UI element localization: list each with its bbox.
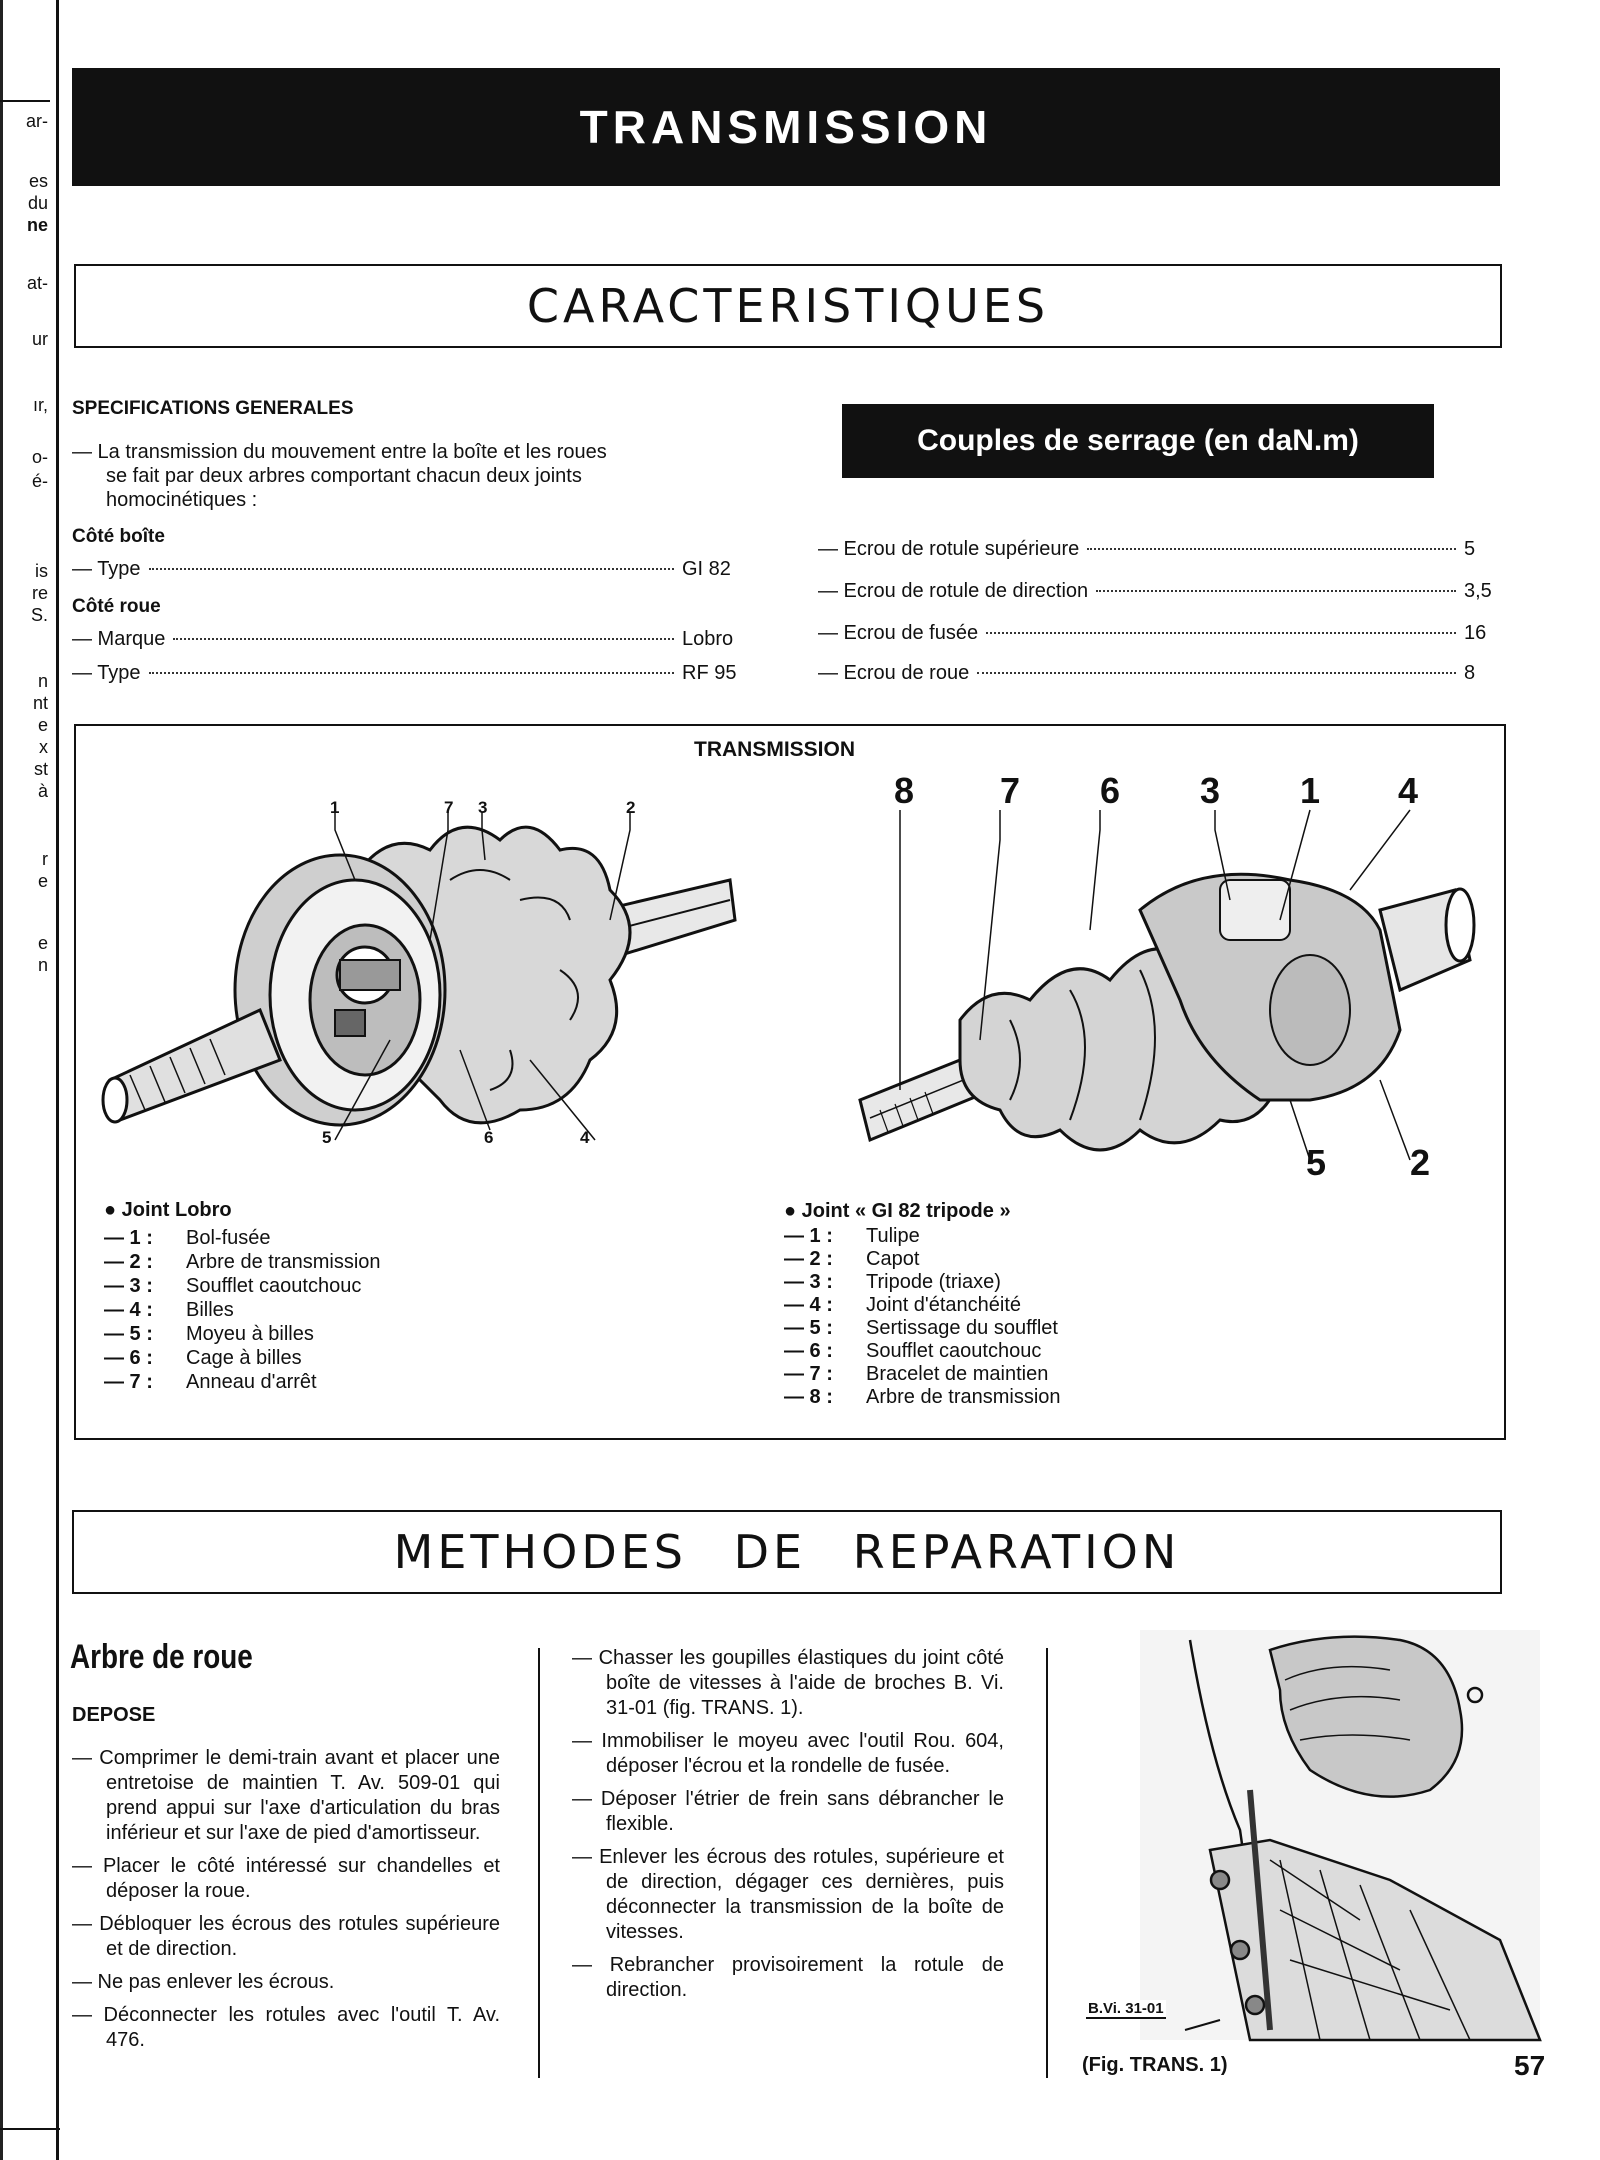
figure-title: TRANSMISSION [694,738,856,761]
couple-label: — Ecrou de rotule supérieure [818,538,1080,560]
lobro-legend [104,1198,381,1394]
margin-fragment: S. [30,605,48,625]
spec-row [72,662,752,685]
margin-fragment: st [33,759,48,779]
couple-value: 16 [1464,622,1487,644]
right-callout-6: 6 [1100,770,1121,811]
instruction: — Débloquer les écrous des rotules supérieure et de direction. [72,1913,500,1960]
legend-label: Joint d'étanchéité [866,1294,1022,1316]
margin-fragment: é- [31,471,48,491]
cote-roue-heading: Côté roue [72,596,161,617]
depose-column-2 [572,1646,1004,2011]
legend-num: — 2 : [104,1251,153,1273]
legend-num: — 6 : [104,1347,153,1369]
margin-fragment: e [37,871,48,891]
legend-label: Cage à billes [186,1347,302,1369]
left-callout-3: 3 [478,798,488,817]
instruction: — Enlever les écrous des rotules, supérieure et de direction, dégager ces dernières, puis déconnecter la transmission de la boîte de vitesses. [572,1846,1004,1943]
tool-label: B.Vi. 31-01 [1088,2000,1164,2017]
legend-label: Billes [186,1299,234,1321]
right-callout-5: 5 [1306,1142,1327,1183]
leader-dots [977,672,1456,674]
methodes-box [72,1510,1502,1594]
spec-value: RF 95 [682,662,737,684]
right-callout-3: 3 [1200,770,1221,811]
legend-label: Soufflet caoutchouc [866,1340,1042,1362]
couple-value: 8 [1464,662,1476,684]
right-callout-4: 4 [1398,770,1419,811]
couple-row [818,662,1504,685]
column-divider [1046,1648,1048,2078]
left-callout-4: 4 [580,1128,590,1147]
margin-fragment: ur [31,329,48,349]
left-callout-6: 6 [484,1128,494,1147]
margin-fragment: e [37,933,48,953]
margin-fragment: du [27,193,48,213]
couple-label: — Ecrou de roue [818,662,970,684]
margin-fragment: x [39,737,48,757]
gi82-legend [784,1200,1061,1409]
spec-label: — Marque [72,628,166,650]
couple-label: — Ecrou de fusée [818,622,979,644]
couple-row [818,580,1504,603]
legend-label: Bol-fusée [186,1227,271,1249]
left-callout-7: 7 [444,798,454,817]
instruction: — Rebrancher provisoirement la rotule de direction. [572,1954,1004,2001]
arbre-title: Arbre de roue [70,1638,253,1676]
couple-label: — Ecrou de rotule de direction [818,580,1089,602]
legend-num: — 1 : [104,1227,153,1249]
instruction: — Placer le côté intéressé sur chandelles et déposer la roue. [72,1855,500,1902]
specs-intro-line: se fait par deux arbres comportant chacun deux joints [106,465,582,487]
depose-column-1 [72,1746,500,2061]
legend-num: — 7 : [784,1363,833,1385]
legend-label: Anneau d'arrêt [186,1371,317,1393]
legend-num: — 6 : [784,1340,833,1362]
legend-num: — 3 : [104,1275,153,1297]
instruction: — Immobiliser le moyeu avec l'outil Rou. 604, déposer l'écrou et la rondelle de fusée. [572,1730,1004,1777]
left-callout-2: 2 [626,798,636,817]
legend-num: — 2 : [784,1248,833,1270]
page-number: 57 [1514,2050,1546,2081]
legend-label: Moyeu à billes [186,1323,314,1345]
legend-num: — 1 : [784,1225,833,1247]
instruction: — Chasser les goupilles élastiques du joint côté boîte de vitesses à l'aide de broches B. Vi. 31-01 (fig. TRANS. 1). [572,1647,1004,1719]
legend-num: — 8 : [784,1386,833,1408]
specs-intro-line: homocinétiques : [106,489,258,511]
margin-fragment: ar- [26,111,48,131]
right-callout-1: 1 [1300,770,1321,811]
spec-label: — Type [72,558,141,580]
margin-fragment: at- [26,273,48,293]
margin-fragment: r [42,849,48,869]
margin-fragment: o- [31,447,48,467]
margin-fragment: e [37,715,48,735]
spec-row [72,628,752,651]
banner-title: TRANSMISSION [579,101,993,153]
margin-fragment: ne [26,215,48,235]
couple-value: 3,5 [1464,580,1492,602]
legend-num: — 4 : [104,1299,153,1321]
margin-fragment: ır, [32,395,48,415]
tripode-joint-drawing [840,800,1480,1180]
leader-dots [1087,548,1456,550]
right-callout-7: 7 [1000,770,1021,811]
couple-row [818,622,1504,645]
specs-intro [72,440,752,512]
instruction: — Ne pas enlever les écrous. [72,1971,335,1993]
gi82-legend-heading: ● Joint « GI 82 tripode » [784,1200,1011,1222]
couples-title: Couples de serrage (en daN.m) [917,424,1359,457]
figure-caption: (Fig. TRANS. 1) [1082,2054,1228,2076]
legend-label: Arbre de transmission [186,1251,381,1273]
lobro-legend-heading: ● Joint Lobro [104,1199,232,1221]
leader-dots [173,638,674,640]
legend-label: Tulipe [866,1225,920,1247]
couples-title-box [842,404,1434,478]
caracteristiques-box [74,264,1502,348]
binding-line [56,0,59,2160]
legend-label: Bracelet de maintien [866,1363,1049,1385]
legend-label: Sertissage du soufflet [866,1317,1058,1339]
margin-fragment: re [31,583,48,603]
spec-value: Lobro [682,628,734,650]
leader-dots [149,672,674,674]
margin-fragment: n [37,671,48,691]
instruction: — Comprimer le demi-train avant et placer une entretoise de maintien T. Av. 509-01 qui prend appui sur l'axe d'articulation du bras inférieur et sur l'axe de pied d'amortisseur. [72,1747,500,1844]
legend-label: Capot [866,1248,920,1270]
legend-label: Arbre de transmission [866,1386,1061,1408]
leader-dots [149,568,674,570]
caracteristiques-title: CARACTERISTIQUES [526,279,1050,333]
instruction: — Déconnecter les rotules avec l'outil T. Av. 476. [72,2004,500,2051]
instruction: — Déposer l'étrier de frein sans débrancher le flexible. [572,1788,1004,1835]
legend-num: — 5 : [104,1323,153,1345]
margin-fragment: is [35,561,48,581]
gearbox-photo [1070,1620,1550,2050]
methodes-title: METHODES DE REPARATION [393,1525,1181,1579]
right-callout-8: 8 [894,770,915,811]
cote-boite-heading: Côté boîte [72,526,165,547]
legend-num: — 3 : [784,1271,833,1293]
legend-num: — 7 : [104,1371,153,1393]
legend-label: Tripode (triaxe) [866,1271,1001,1293]
specs-heading: SPECIFICATIONS GENERALES [72,398,354,419]
leader-dots [1096,590,1456,592]
column-divider [538,1648,540,2078]
margin-fragment: à [37,781,48,801]
margin-rule-bottom [0,2128,60,2130]
left-callout-5: 5 [322,1128,332,1147]
couple-value: 5 [1464,538,1476,560]
spec-label: — Type [72,662,141,684]
specs-intro-line: — La transmission du mouvement entre la boîte et les roues [72,441,607,463]
spec-row [72,558,752,581]
legend-num: — 4 : [784,1294,833,1316]
margin-fragment: es [28,171,48,191]
margin-rule [0,100,50,102]
depose-heading: DEPOSE [72,1704,156,1726]
legend-label: Soufflet caoutchouc [186,1275,362,1297]
section-banner [72,68,1500,186]
right-callout-2: 2 [1410,1142,1431,1183]
spec-value: GI 82 [682,558,731,580]
left-callout-1: 1 [330,798,340,817]
margin-fragment: n [37,955,48,975]
page-edge-line [0,0,3,2160]
leader-dots [986,632,1456,634]
lobro-joint-drawing [90,790,750,1180]
legend-num: — 5 : [784,1317,833,1339]
margin-fragment: nt [32,693,48,713]
couple-row [818,538,1504,561]
